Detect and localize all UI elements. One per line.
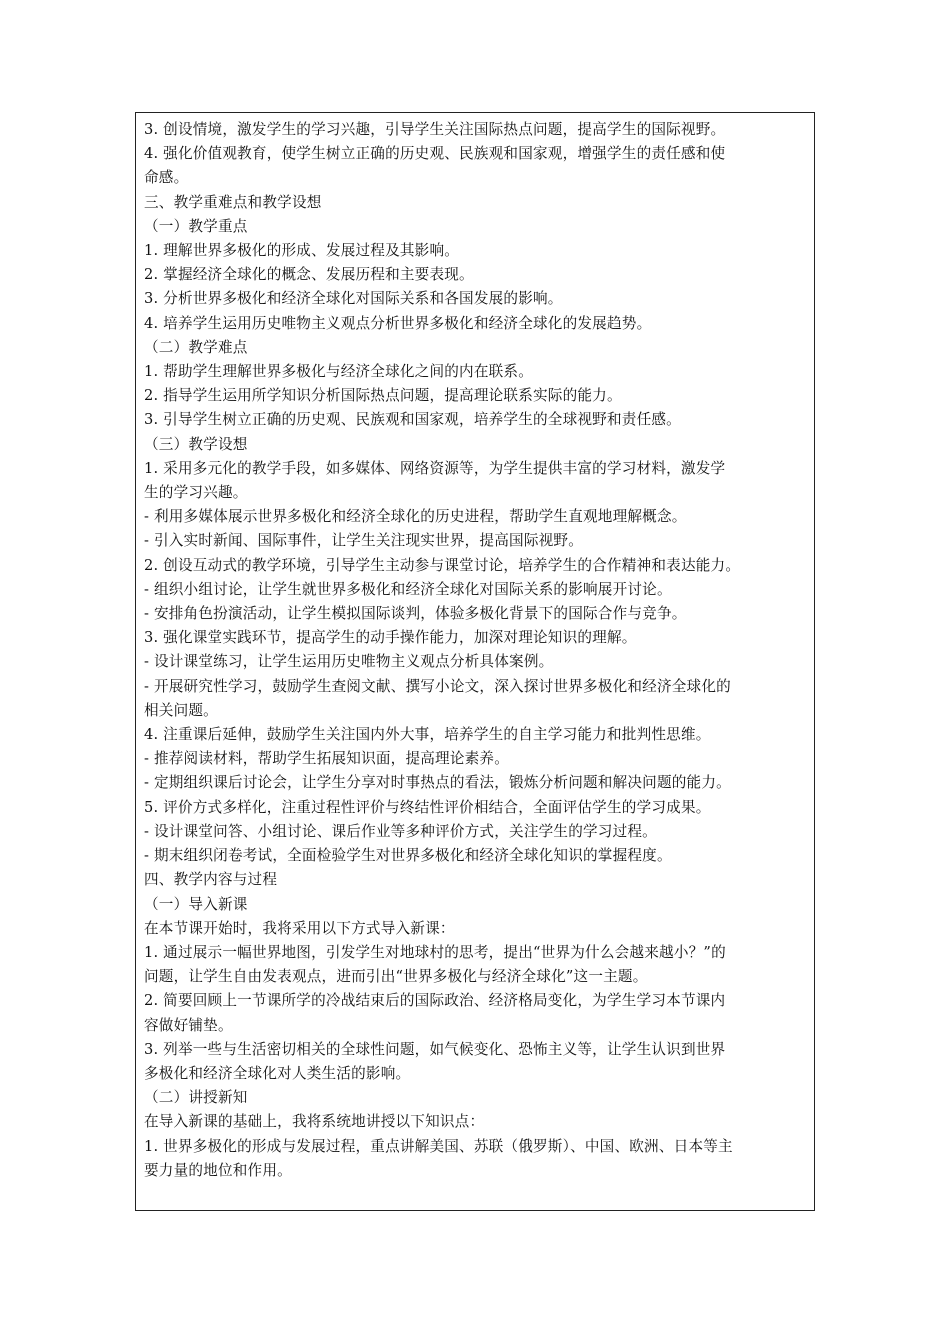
document-table-cell [135,112,815,1211]
text-line: 1. 通过展示一幅世界地图，引发学生对地球村的思考，提出“世界为什么会越来越小？”的 [144,943,726,961]
text-line: 相关问题。 [144,701,218,719]
text-line: 1. 采用多元化的教学手段，如多媒体、网络资源等，为学生提供丰富的学习材料，激发学 [144,459,726,477]
text-line: 3. 强化课堂实践环节，提高学生的动手操作能力，加深对理论知识的理解。 [144,629,637,647]
text-line: - 推荐阅读材料，帮助学生拓展知识面，提高理论素养。 [144,750,510,768]
text-line: 多极化和经济全球化对人类生活的影响。 [144,1064,411,1082]
text-line: - 定期组织课后讨论会，让学生分享对时事热点的看法，锻炼分析问题和解决问题的能力。 [144,774,731,792]
text-line: 2. 简要回顾上一节课所学的冷战结束后的国际政治、经济格局变化，为学生学习本节课内 [144,992,726,1010]
text-line: 1. 帮助学生理解世界多极化与经济全球化之间的内在联系。 [144,363,534,381]
text-line: - 组织小组讨论，让学生就世界多极化和经济全球化对国际关系的影响展开讨论。 [144,580,672,598]
text-line: 三、教学重难点和教学设想 [144,193,322,211]
text-line: 3. 列举一些与生活密切相关的全球性问题，如气候变化、恐怖主义等，让学生认识到世界 [144,1040,726,1058]
text-line: - 设计课堂问答、小组讨论、课后作业等多种评价方式，关注学生的学习过程。 [144,822,657,840]
text-line: 3. 创设情境，激发学生的学习兴趣，引导学生关注国际热点问题，提高学生的国际视野。 [144,121,726,138]
text-line: （三）教学设想 [144,435,248,453]
text-line: 四、教学内容与过程 [144,871,278,889]
text-line: 在导入新课的基础上，我将系统地讲授以下知识点： [144,1113,485,1131]
text-line: 4. 注重课后延伸，鼓励学生关注国内外大事，培养学生的自主学习能力和批判性思维。 [144,726,711,744]
text-line: 在本节课开始时，我将采用以下方式导入新课： [144,919,455,937]
text-line: - 期末组织闭卷考试，全面检验学生对世界多极化和经济全球化知识的掌握程度。 [144,847,672,865]
text-line: 2. 创设互动式的教学环境，引导学生主动参与课堂讨论，培养学生的合作精神和表达能力。 [144,556,741,574]
text-line: （二）讲授新知 [144,1089,248,1107]
text-line: （二）教学难点 [144,338,248,356]
text-line: （一）教学重点 [144,217,248,235]
text-line: - 安排角色扮演活动，让学生模拟国际谈判，体验多极化背景下的国际合作与竞争。 [144,605,687,623]
text-line: 4. 强化价值观教育，使学生树立正确的历史观、民族观和国家观，增强学生的责任感和使 [144,145,726,163]
text-line: 2. 指导学生运用所学知识分析国际热点问题，提高理论联系实际的能力。 [144,387,622,405]
text-line: - 引入实时新闻、国际事件，让学生关注现实世界，提高国际视野。 [144,532,583,550]
text-line: （一）导入新课 [144,895,248,913]
text-line: 1. 理解世界多极化的形成、发展过程及其影响。 [144,242,460,260]
text-line: 命感。 [144,169,189,187]
text-line: 要力量的地位和作用。 [144,1161,292,1179]
text-line: - 开展研究性学习，鼓励学生查阅文献、撰写小论文，深入探讨世界多极化和经济全球化的 [144,677,731,695]
text-line: 容做好铺垫。 [144,1016,233,1034]
text-line: 2. 掌握经济全球化的概念、发展历程和主要表现。 [144,266,474,284]
text-line: - 设计课堂练习，让学生运用历史唯物主义观点分析具体案例。 [144,653,554,671]
text-line: 4. 培养学生运用历史唯物主义观点分析世界多极化和经济全球化的发展趋势。 [144,314,652,332]
text-line: 5. 评价方式多样化，注重过程性评价与终结性评价相结合，全面评估学生的学习成果。 [144,798,711,816]
text-line: 3. 分析世界多极化和经济全球化对国际关系和各国发展的影响。 [144,290,563,308]
text-line: - 利用多媒体展示世界多极化和经济全球化的历史进程，帮助学生直观地理解概念。 [144,508,687,526]
text-line: 问题，让学生自由发表观点，进而引出“世界多极化与经济全球化”这一主题。 [144,968,648,986]
text-line: 3. 引导学生树立正确的历史观、民族观和国家观，培养学生的全球视野和责任感。 [144,411,681,429]
text-line: 生的学习兴趣。 [144,484,248,502]
document-body [144,118,808,1183]
text-line: 1. 世界多极化的形成与发展过程，重点讲解美国、苏联（俄罗斯）、中国、欧洲、日本等主 [144,1137,733,1155]
